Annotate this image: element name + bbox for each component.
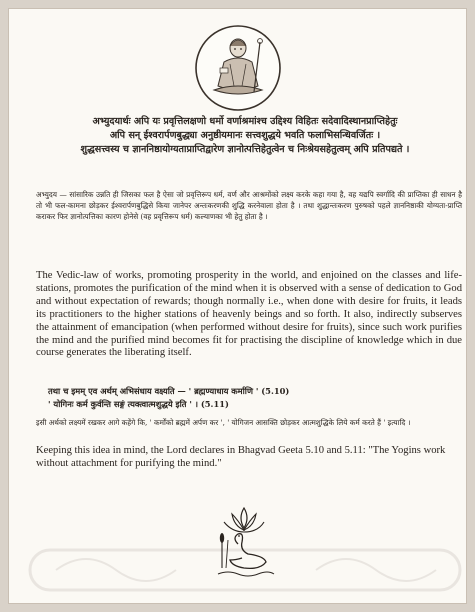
- swan-lotus-icon: [208, 504, 280, 582]
- sanskrit-line-3: शुद्धसत्त्वस्य च ज्ञाननिष्ठायोग्यताप्राप्तिद्वारेण ज्ञानोत्पत्तिहेतुत्वेन च निःश्रेयसहेतुत्वम् अपि प्रतिपद्यते ।: [80, 143, 410, 155]
- sanskrit-line-2: अपि सन् ईश्वरार्पणबुद्ध्या अनुष्ठीयमानः सत्त्वशुद्धये भवति फलाभिसन्धिवर्जितः ।: [109, 129, 381, 141]
- seated-sage-icon: [194, 24, 282, 112]
- sanskrit-line-1: अभ्युदयार्थः अपि यः प्रवृत्तिलक्षणो धर्मो वर्णाश्रमांश्च उद्दिश्य विहितः सदेवादिस्थानप्राप्तिहेतुः: [92, 116, 398, 127]
- english-note: Keeping this idea in mind, the Lord declares in Bhagvad Geeta 5.10 and 5.11: "The Yogins work without attachment for purifying the mind.": [36, 445, 446, 469]
- english-translation: The Vedic-law of works, promoting prosperity in the world, and enjoined on the classes and life-stations, promotes the purification of the mind when it is observed with a sense of dedication to God and without expectation of rewards; though normally i.e., when done with desire for fruits, it leads its practitioners to the higher stations of heavenly beings and so forth. It also, indirectly subserves the attainment of emancipation (when performed without desire for fruits), since such work purifies the mind and the purified mind becomes fit for practising the discipline of knowledge which in due course generates the liberating itself.: [36, 270, 462, 359]
- hindi-translation: अभ्युदय — सांसारिक उन्नति ही जिसका फल है ऐसा जो प्रवृत्तिरूप धर्म, वर्ण और आश्रमोंको लक्ष्य करके कहा गया है, वह यद्यपि स्वर्गादि की प्राप्तिका ही साधन है तो भी फल-कामना छोड़कर ईश्वरार्पणबुद्धिसे किया जानेपर अन्तःकरणकी शुद्धि करनेवाला होता है । तथा शुद्धान्तःकरण पुरुषको पहले ज्ञाननिष्ठाकी योग्यता-प्राप्ति कराकर फिर ज्ञानोत्पत्तिका कारण होनेसे (वह प्रवृत्तिरूप धर्म) कल्याणका भी हेतु होता है ।: [36, 190, 462, 222]
- sanskrit-commentary: [28, 115, 462, 156]
- verse-citation-2: ' योगिनः कर्म कुर्वन्ति सङ्गं त्यक्त्वात्मशुद्धये इति ' । (5.11): [48, 399, 229, 409]
- verse-citation-1: तथा च इमम् एव अर्थम् अभिसंधाय वक्ष्यति — ' ब्रह्मण्याधाय कर्माणि ' (5.10): [48, 386, 290, 396]
- hindi-note: इसी अर्थको लक्ष्यमें रखकर आगे कहेंगे कि, ' कर्मोंको ब्रह्ममें अर्पण कर ', ' योगिजन आसक्ति छोड़कर आत्मशुद्धिके लिये कर्म करते हैं ' इत्यादि ।: [36, 418, 411, 427]
- verse-citations: [48, 385, 462, 411]
